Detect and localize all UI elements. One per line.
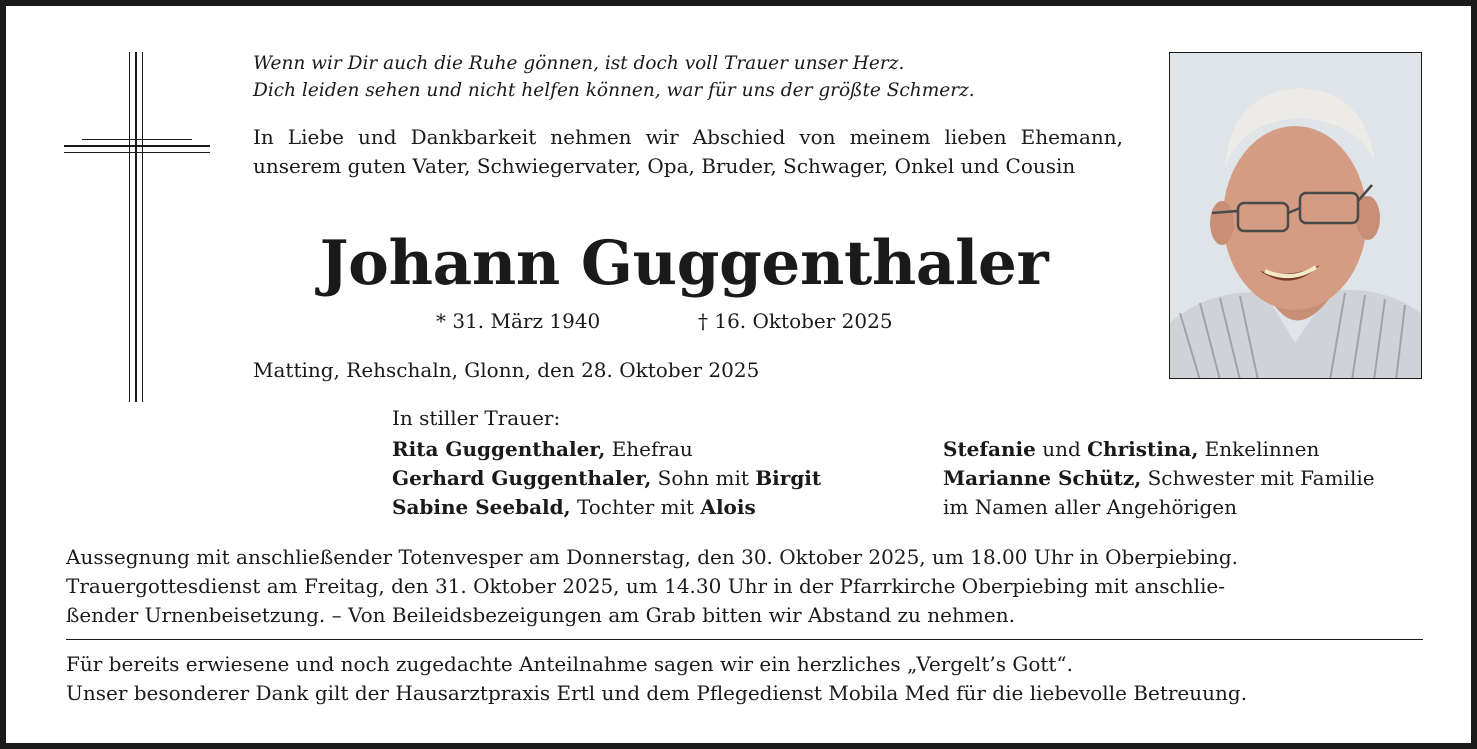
mourner-connector: und xyxy=(1035,437,1088,461)
mourner-left-1 xyxy=(392,435,693,464)
birth-date: * 31. März 1940 xyxy=(436,309,601,333)
mourner-role: im Namen aller Angehörigen xyxy=(943,495,1238,519)
mourner-right-3 xyxy=(943,493,1237,522)
cross-icon xyxy=(64,52,210,402)
quote-line-2: Dich leiden sehen und nicht helfen können, war für uns der größte Schmerz. xyxy=(253,80,975,101)
mourner-name: Stefanie xyxy=(943,437,1036,461)
death-date: † 16. Oktober 2025 xyxy=(698,309,893,333)
mourner-partner: Birgit xyxy=(755,466,822,490)
mourners-label: In stiller Trauer: xyxy=(392,406,561,430)
portrait-photo xyxy=(1169,52,1422,379)
service-line-3: ßender Urnenbeisetzung. – Von Beileidsbezeigungen am Grab bitten wir Abstand zu nehmen. xyxy=(66,603,1015,627)
mourner-name: Rita Guggenthaler, xyxy=(392,437,606,461)
service-info xyxy=(66,543,1423,630)
mourner-name: Sabine Seebald, xyxy=(392,495,571,519)
mourner-partner: Alois xyxy=(700,495,756,519)
mourner-left-3 xyxy=(392,493,756,522)
mourner-role: Sohn mit xyxy=(651,466,756,490)
mourner-right-2 xyxy=(943,464,1375,493)
mourner-name: Gerhard Guggenthaler, xyxy=(392,466,652,490)
thanks-line-2: Unser besonderer Dank gilt der Hausarztpraxis Ertl und dem Pflegedienst Mobila Med für die liebevolle Betreuung. xyxy=(66,681,1248,705)
deceased-name: Johann Guggenthaler xyxy=(319,228,1049,299)
thanks-line-1: Für bereits erwiesene und noch zugedachte Anteilnahme sagen wir ein herzliches „Vergelt’s Gott“. xyxy=(66,652,1074,676)
mourner-left-2 xyxy=(392,464,821,493)
service-line-2: Trauergottesdienst am Freitag, den 31. Oktober 2025, um 14.30 Uhr in der Pfarrkirche Oberpiebing mit anschlie- xyxy=(66,574,1225,598)
intro-text: In Liebe und Dankbarkeit nehmen wir Abschied von meinem lieben Ehemann, unserem guten Vater, Schwiegervater, Opa, Bruder, Schwager, Onkel und Cousin xyxy=(253,125,1123,178)
service-line-1: Aussegnung mit anschließender Totenvesper am Donnerstag, den 30. Oktober 2025, um 18.00 Uhr in Oberpiebing. xyxy=(66,545,1239,569)
mourner-name: Marianne Schütz, xyxy=(943,466,1142,490)
divider xyxy=(66,639,1423,640)
mourner-role: Schwester mit Familie xyxy=(1141,466,1375,490)
mourner-role: Tochter mit xyxy=(570,495,701,519)
place-date: Matting, Rehschaln, Glonn, den 28. Oktober 2025 xyxy=(253,358,760,382)
mourner-role: Enkelinnen xyxy=(1198,437,1320,461)
thanks-text xyxy=(66,650,1423,708)
mourner-role: Ehefrau xyxy=(605,437,693,461)
memorial-quote xyxy=(253,50,1153,104)
mourner-right-1 xyxy=(943,435,1319,464)
quote-line-1: Wenn wir Dir auch die Ruhe gönnen, ist doch voll Trauer unser Herz. xyxy=(253,53,905,74)
mourner-name: Christina, xyxy=(1087,437,1199,461)
